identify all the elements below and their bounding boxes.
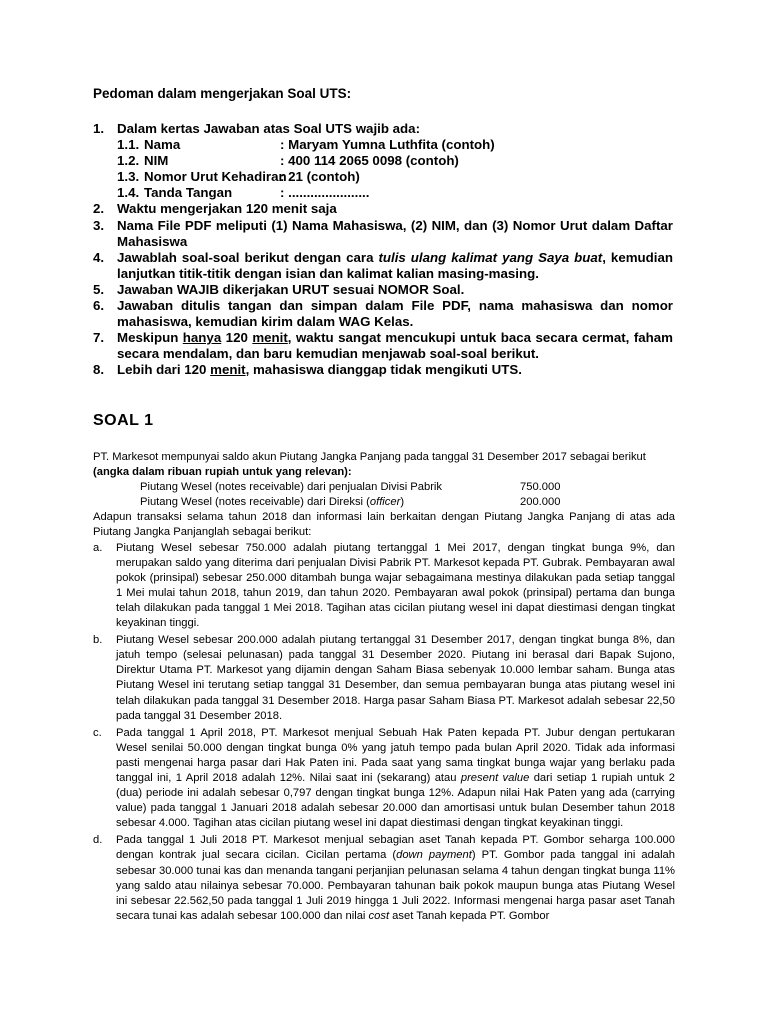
- underlined-text: menit: [210, 362, 246, 378]
- sub-label: Tanda Tangan: [144, 185, 233, 201]
- sub-label: Nomor Urut Kehadiran: [144, 169, 287, 185]
- transaction-letter: b.: [93, 634, 103, 647]
- guideline-item-2: [93, 201, 673, 217]
- note-description-end: ): [400, 496, 405, 509]
- emphasis-text: tulis ulang kalimat yang Saya buat: [378, 249, 603, 265]
- emphasis-text: down payment: [396, 849, 472, 862]
- sub-item-nim: [117, 153, 673, 169]
- sub-number: 1.1.: [117, 137, 140, 153]
- item-number: 1.: [93, 121, 105, 136]
- sub-item-attendance: [117, 169, 673, 185]
- transaction-text: Piutang Wesel sebesar 200.000 adalah piutang tertanggal 31 Desember 2017, dengan tingkat bunga 8%, dan jatuh tempo (selesai pelunasan) pada tanggal 31 Desember 2020. Piutang ini berasal dari Bapak Sujono, Direktur Utama PT. Markesot yang dijamin dengan Saham Biasa sebenyak 10.000 lembar saham. Bunga atas Piutang Wesel ini terutang setiap tanggal 31 Desember, dan semua pembayaran bunga atas piutang wesel ini telah dilakukan pada tanggal 31 Desember 2018. Harga pasar Saham Biasa PT. Markesot adalah sebesar 22,50 pada tanggal 31 Desember 2018.: [116, 634, 675, 722]
- transaction-letter: d.: [93, 834, 103, 847]
- transaction-text: [116, 833, 675, 924]
- sub-label: Nama: [144, 137, 181, 153]
- text-part: , mahasiswa dianggap tidak mengikuti UTS.: [245, 362, 522, 378]
- transactions-intro: Adapun transaksi selama tahun 2018 dan informasi lain berkaitan dengan Piutang Jangka Panjang di atas ada Piutang Jangka Panjanglah sebagai berikut:: [93, 511, 675, 539]
- item-text: Nama File PDF meliputi (1) Nama Mahasiswa, (2) NIM, dan (3) Nomor Urut dalam Daftar Mahasiswa: [117, 217, 673, 249]
- text-part: Lebih dari 120: [117, 362, 211, 378]
- emphasis-text: cost: [368, 909, 390, 922]
- item-number: 4.: [93, 249, 105, 265]
- transaction-letter: a.: [93, 541, 103, 554]
- underlined-text: hanya: [182, 330, 222, 346]
- sub-number: 1.3.: [117, 169, 140, 185]
- guideline-item-7: [93, 330, 673, 362]
- note-row-officer: [93, 495, 675, 510]
- text-part: , waktu sangat mencukupi untuk baca secara cermat, faham secara mendalam, dan baru kemudian menjawab soal-soal berikut.: [117, 330, 673, 362]
- guideline-item-1: [93, 121, 673, 137]
- guidelines-heading: Pedoman dalam mengerjakan Soal UTS:: [93, 86, 352, 101]
- note-description: Piutang Wesel (notes receivable) dari penjualan Divisi Pabrik: [140, 481, 443, 494]
- sub-value: : Maryam Yumna Luthfita (contoh): [280, 137, 495, 153]
- note-row-division: [93, 480, 675, 495]
- sub-label: NIM: [144, 153, 169, 169]
- item-text: Dalam kertas Jawaban atas Soal UTS wajib ada:: [117, 121, 420, 136]
- emphasis-text: officer: [369, 496, 401, 509]
- intro-note: (angka dalam ribuan rupiah untuk yang relevan):: [93, 466, 352, 479]
- sub-item-signature: [117, 185, 673, 201]
- transaction-text: [116, 726, 675, 832]
- item-number: 7.: [93, 330, 105, 346]
- underlined-text: menit: [252, 330, 288, 346]
- item-number: 5.: [93, 281, 105, 297]
- guideline-item-8: [93, 362, 673, 378]
- sub-value: : 400 114 2065 0098 (contoh): [280, 153, 459, 169]
- text-part: aset Tanah kepada PT. Gombor: [389, 909, 550, 922]
- text-part: Meskipun: [117, 330, 183, 346]
- text-part: ) PT. Gombor pada tanggal ini adalah sebesar 30.000 tunai kas dan menanda tangani perjanjian pelunasan selama 4 tahun dengan tingkat bunga 11% yang saldo atau nilainya sebesar 70.000. Pembayaran tahunan baik pokok maupun bunga atas Piutang Wesel ini sebesar 22.562,50 pada tanggal 1 Juli 2019 hingga 1 Juli 2022. Informasi mengenai harga pasar aset Tanah secara tunai kas adalah sebesar 100.000 dan nilai: [116, 849, 675, 922]
- guideline-item-4: [93, 250, 673, 282]
- text-part: Pada tanggal 1 April 2018, PT. Markesot menjual Sebuah Hak Paten kepada PT. Jubur dengan pertukaran Wesel senilai 50.000 dengan tingkat bunga 0% yang jatuh tempo pada bulan April 2020. Tidak ada informasi pasti mengenai harga pasar dari Hak Paten ini. Pada saat yang sama tingkat bunga wajar yang berlaku pada tanggal ini, 1 April 2018 adalah 12%. Nilai saat ini (sekarang) atau: [116, 726, 675, 784]
- text-part: Jawablah soal-soal berikut dengan cara: [117, 249, 379, 265]
- question-body: [93, 450, 675, 924]
- text-part: Pada tanggal 1 Juli 2018 PT. Markesot menjual sebagian aset Tanah kepada PT. Gombor seharga 100.000 dengan kontrak jual secara cicilan. Cicilan pertama (: [116, 834, 675, 862]
- item-number: 6.: [93, 298, 105, 314]
- item-text: Jawaban ditulis tangan dan simpan dalam File PDF, nama mahasiswa dan nomor mahasiswa, kemudian kirim dalam WAG Kelas.: [117, 298, 673, 330]
- note-description: Piutang Wesel (notes receivable) dari Direksi (: [140, 496, 370, 509]
- sub-number: 1.2.: [117, 153, 140, 169]
- emphasis-text: present value: [460, 771, 530, 784]
- sub-value: : 21 (contoh): [280, 169, 360, 185]
- transaction-d: [93, 833, 675, 924]
- item-text: Jawaban WAJIB dikerjakan URUT sesuai NOMOR Soal.: [117, 281, 465, 297]
- item-text: [117, 362, 673, 378]
- item-text: [117, 330, 673, 362]
- transaction-text: Piutang Wesel sebesar 750.000 adalah piutang tertanggal 1 Mei 2017, dengan tingkat bunga 9%, dan merupakan saldo yang diterima dari penjualan Divisi Pabrik PT. Markesot kepada PT. Gubrak. Pembayaran awal pokok (prinsipal) sebesar 250.000 ditambah bunga wajar sebagaimana mestinya dilakukan pada setiap tanggal 1 Mei mulai tahun 2018, tahun 2019, dan tahun 2020. Pembayaran awal pokok (prinsipal) pertama dan bunga telah dilakukan pada tanggal 1 Mei 2018. Tagihan atas cicilan piutang wesel ini dapat diestimasi dengan tingkat keyakinan tinggi.: [116, 541, 675, 630]
- transaction-a: [93, 541, 675, 632]
- guideline-item-5: [93, 282, 673, 298]
- item-text: Waktu mengerjakan 120 menit saja: [117, 201, 337, 217]
- sub-item-name: [117, 137, 673, 153]
- sub-value: : ......................: [280, 185, 370, 201]
- transaction-b: [93, 633, 675, 724]
- sub-number: 1.4.: [117, 185, 140, 201]
- guideline-item-6: [93, 298, 673, 330]
- item-number: 2.: [93, 201, 105, 217]
- transaction-letter: c.: [93, 726, 102, 739]
- section-title: SOAL 1: [93, 412, 154, 429]
- note-amount: 750.000: [520, 481, 561, 494]
- item-text: [117, 250, 673, 282]
- guideline-item-3: [93, 218, 673, 250]
- text-part: , kemudian lanjutkan titik-titik dengan isian dan kalimat kalian masing-masing.: [117, 249, 673, 281]
- guidelines-list: [93, 121, 673, 379]
- item-number: 3.: [93, 217, 105, 233]
- note-amount: 200.000: [520, 496, 561, 509]
- text-part: 120: [221, 330, 253, 346]
- transaction-c: [93, 726, 675, 832]
- intro-line: PT. Markesot mempunyai saldo akun Piutang Jangka Panjang pada tanggal 31 Desember 2017 sebagai berikut: [93, 451, 646, 463]
- item-number: 8.: [93, 362, 105, 378]
- text-part: dari setiap 1 rupiah untuk 2 (dua) periode ini adalah sebesar 0,797 dengan tingkat bunga 12%. Adapun nilai Hak Paten yang ada (carrying value) pada tanggal 1 Januari 2018 adalah sebesar 20.000 dan amortisasi untuk bulan Desember tahun 2018 sebesar 4.000. Tagihan atas cicilan piutang wesel ini dapat diestimasi dengan tingkat keyakinan tinggi.: [116, 771, 675, 830]
